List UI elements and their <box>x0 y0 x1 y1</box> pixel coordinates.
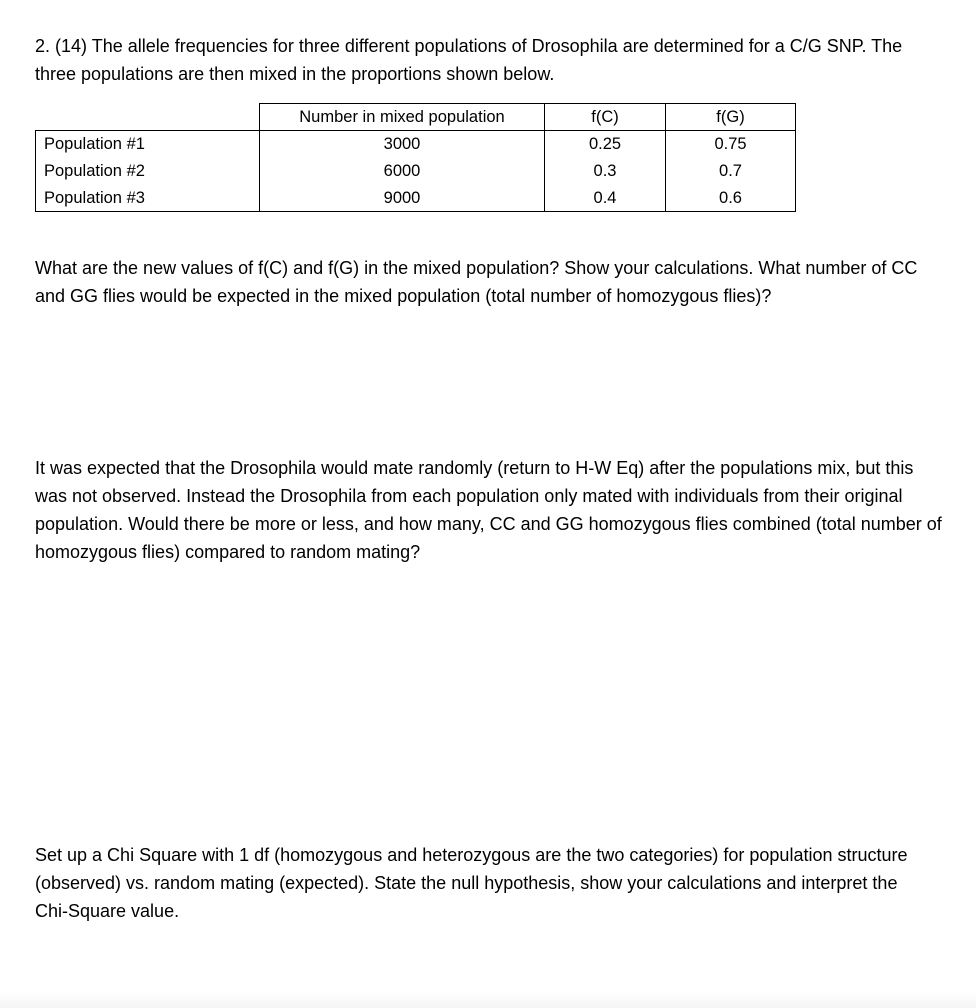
question-part-2: It was expected that the Drosophila would mate randomly (return to H-W Eq) after the populations mix, but this was not observed. Instead the Drosophila from each population only mated with individuals from their original population. Would there be more or less, and how many, CC and GG homozygous flies combined (total number of homozygous flies) compared to random mating? <box>35 458 942 562</box>
header-number-in-mixed-population: Number in mixed population <box>260 104 545 131</box>
allele-frequency-table <box>35 103 796 212</box>
row-fg: 0.7 <box>666 158 796 185</box>
table-header-row <box>36 104 796 131</box>
row-label: Population #1 <box>36 131 260 159</box>
row-fc: 0.25 <box>545 131 666 159</box>
row-number: 9000 <box>260 185 545 212</box>
question-intro: 2. (14) The allele frequencies for three different populations of Drosophila are determined for a C/G SNP. The three populations are then mixed in the proportions shown below. <box>35 36 903 84</box>
row-number: 6000 <box>260 158 545 185</box>
header-cell-blank <box>36 104 260 131</box>
row-number: 3000 <box>260 131 545 159</box>
header-fc: f(C) <box>545 104 666 131</box>
row-fg: 0.75 <box>666 131 796 159</box>
row-fc: 0.4 <box>545 185 666 212</box>
question-part-3: Set up a Chi Square with 1 df (homozygous and heterozygous are the two categories) for population structure (observed) vs. random mating (expected). State the null hypothesis, show your calculations and interpret the Chi-Square value. <box>35 845 908 921</box>
row-label: Population #2 <box>36 158 260 185</box>
header-fg: f(G) <box>666 104 796 131</box>
page-bottom-edge <box>0 992 976 1008</box>
table-row <box>36 131 796 159</box>
question-part-1: What are the new values of f(C) and f(G) in the mixed population? Show your calculations. What number of CC and GG flies would be expected in the mixed population (total number of homozygous flies)? <box>35 258 918 306</box>
row-fg: 0.6 <box>666 185 796 212</box>
table-row <box>36 185 796 212</box>
row-fc: 0.3 <box>545 158 666 185</box>
row-label: Population #3 <box>36 185 260 212</box>
table-row <box>36 158 796 185</box>
